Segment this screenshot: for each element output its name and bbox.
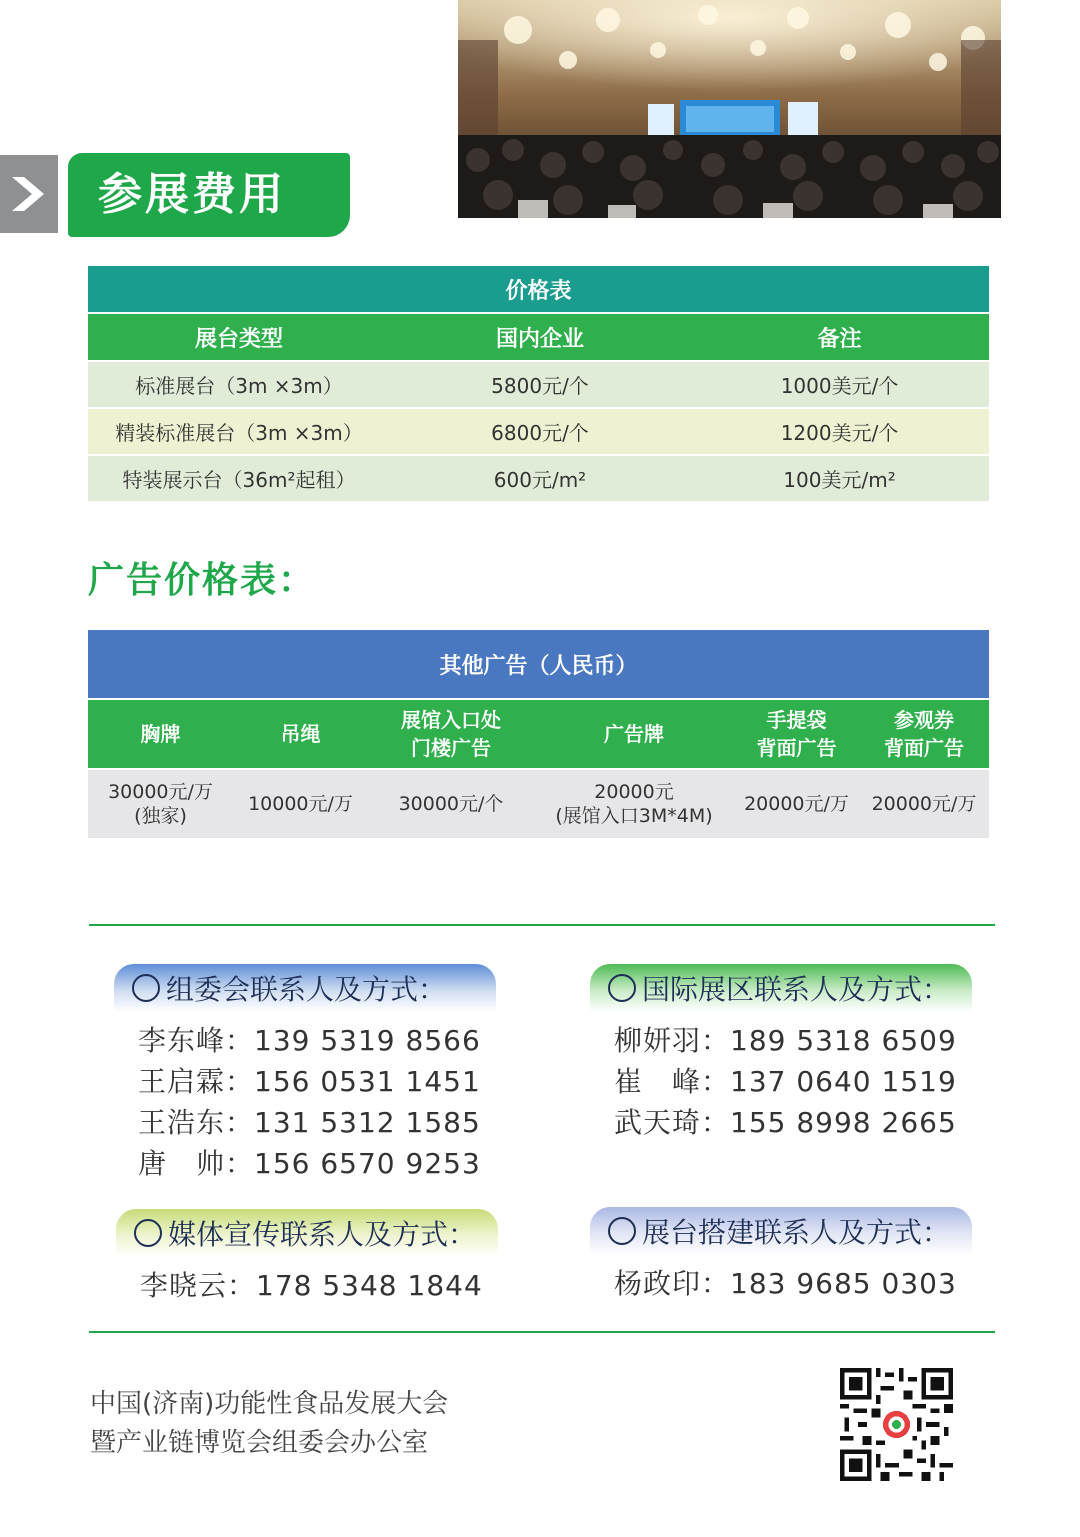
table-cell: 20000元/万	[734, 769, 859, 838]
contact-line: 杨政印：183 9685 0303	[614, 1267, 957, 1300]
phone-icon	[608, 1217, 636, 1245]
ad-section-heading: 广告价格表：	[88, 560, 317, 601]
contact-line: 武天琦：155 8998 2665	[614, 1106, 957, 1139]
phone-icon	[132, 974, 160, 1002]
contact-line: 李东峰：139 5319 8566	[138, 1024, 481, 1057]
international-contacts	[590, 964, 972, 1143]
table-cell: 精装标准展台（3m ×3m）	[88, 408, 390, 455]
table-row	[88, 769, 989, 838]
divider	[89, 1331, 995, 1333]
table-cell: 30000元/万 (独家)	[88, 769, 233, 838]
table-cell: 30000元/个	[368, 769, 534, 838]
phone-icon	[134, 1219, 162, 1247]
table-cell: 20000元 (展馆入口3M*4M)	[534, 769, 734, 838]
contact-title: 媒体宣传联系人及方式：	[168, 1218, 477, 1251]
column-header: 展台类型	[88, 313, 390, 361]
contact-line: 王浩东：131 5312 1585	[138, 1106, 481, 1139]
column-header: 手提袋 背面广告	[734, 699, 859, 769]
table-cell: 5800元/个	[390, 361, 690, 408]
chevron-tab	[0, 155, 58, 233]
contact-line: 柳妍羽：189 5318 6509	[614, 1024, 957, 1057]
column-header: 展馆入口处 门楼广告	[368, 699, 534, 769]
column-header: 备注	[690, 313, 989, 361]
table-row	[88, 455, 989, 501]
table-cell: 1000美元/个	[690, 361, 989, 408]
ad-price-table	[88, 630, 989, 838]
phone-icon	[608, 974, 636, 1002]
conference-hall-photo	[458, 0, 1001, 218]
table-cell: 1200美元/个	[690, 408, 989, 455]
table-cell: 6800元/个	[390, 408, 690, 455]
footer-line: 中国(济南)功能性食品发展大会	[90, 1389, 449, 1419]
qr-code	[840, 1368, 953, 1481]
organizer-office	[90, 1385, 448, 1463]
section-title: 参展费用	[68, 153, 350, 237]
contact-title: 国际展区联系人及方式：	[642, 973, 951, 1006]
table-cell: 20000元/万	[859, 769, 989, 838]
footer-line: 暨产业链博览会组委会办公室	[90, 1428, 429, 1458]
contact-line: 王启霖：156 0531 1451	[138, 1065, 481, 1098]
column-header: 广告牌	[534, 699, 734, 769]
price-table	[88, 266, 989, 501]
organizing-contacts	[114, 964, 496, 1184]
table-row	[88, 408, 989, 455]
column-header: 参观券 背面广告	[859, 699, 989, 769]
chevron-right-icon	[0, 155, 58, 233]
divider	[89, 924, 995, 926]
media-contacts	[116, 1209, 498, 1306]
contact-line: 崔 峰：137 0640 1519	[614, 1065, 957, 1098]
table-cell: 10000元/万	[233, 769, 368, 838]
table-row	[88, 361, 989, 408]
contact-title: 展台搭建联系人及方式：	[642, 1216, 951, 1249]
contact-title: 组委会联系人及方式：	[166, 973, 447, 1006]
contact-line: 李晓云：178 5348 1844	[140, 1269, 483, 1302]
booth-contacts	[590, 1207, 972, 1304]
contact-line: 唐 帅：156 6570 9253	[138, 1147, 481, 1180]
column-header: 吊绳	[233, 699, 368, 769]
ad-table-title: 其他广告（人民币）	[88, 630, 989, 699]
column-header: 胸牌	[88, 699, 233, 769]
table-cell: 600元/m²	[390, 455, 690, 501]
table-cell: 特装展示台（36m²起租）	[88, 455, 390, 501]
column-header: 国内企业	[390, 313, 690, 361]
table-cell: 100美元/m²	[690, 455, 989, 501]
price-table-title: 价格表	[88, 266, 989, 313]
table-cell: 标准展台（3m ×3m）	[88, 361, 390, 408]
